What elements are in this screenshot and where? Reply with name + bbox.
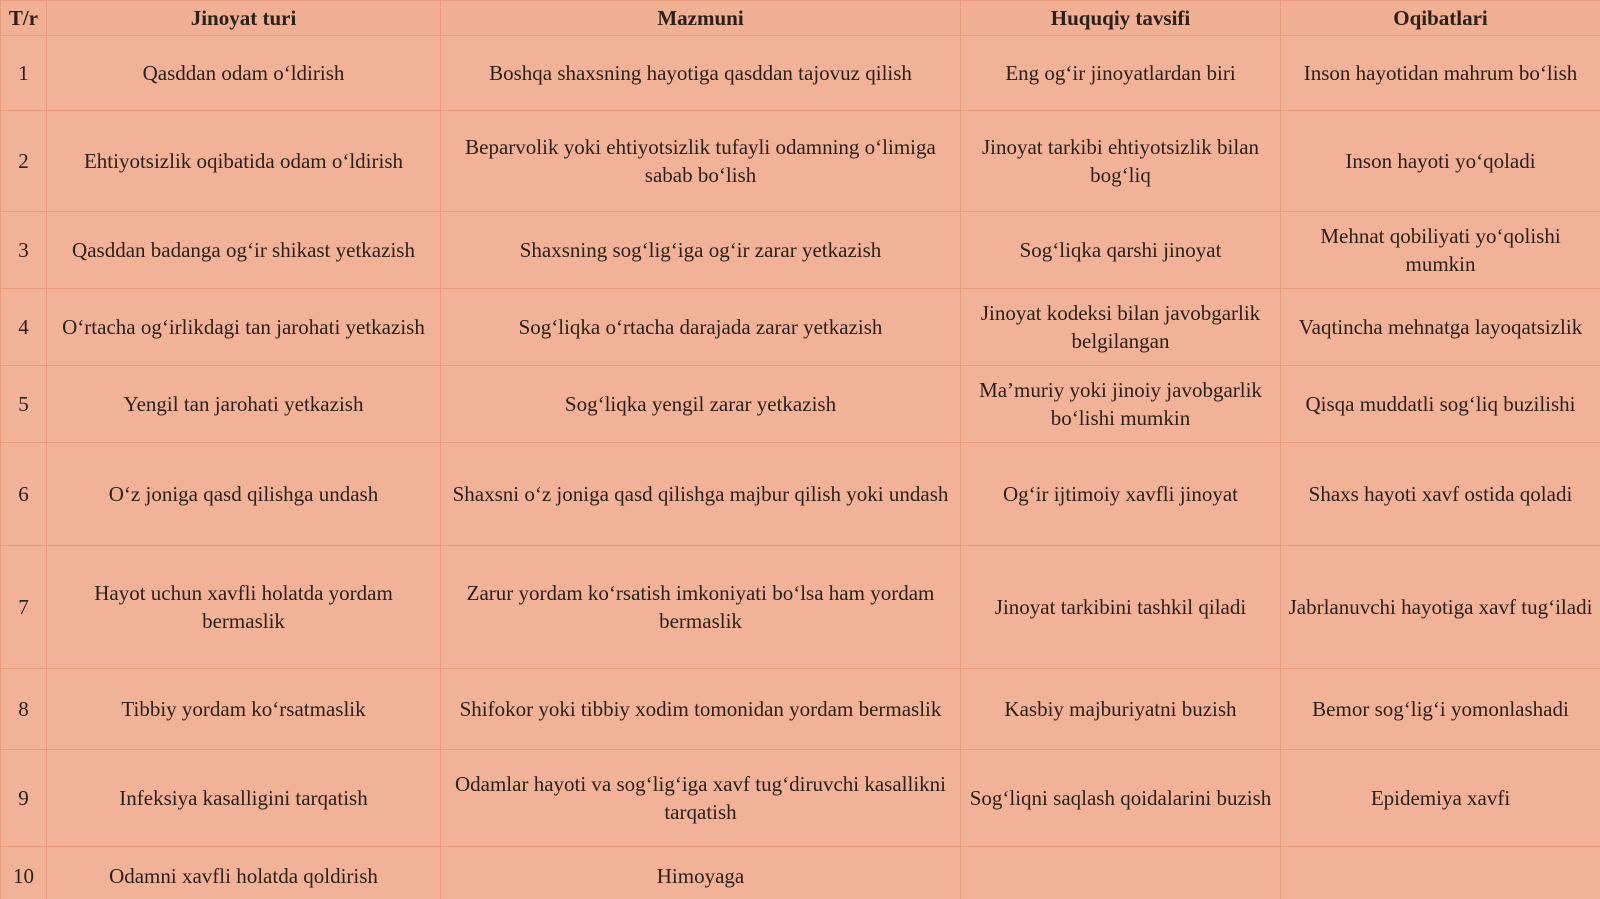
cell-consequences: Inson hayoti yo‘qoladi [1281, 111, 1600, 212]
cell-consequences: Vaqtincha mehnatga layoqatsizlik [1281, 289, 1600, 366]
cell-crime-type: Hayot uchun xavfli holatda yordam bermaslik [47, 546, 441, 669]
table-row [1, 443, 1600, 546]
cell-content: Zarur yordam ko‘rsatish imkoniyati bo‘lsa ham yordam bermaslik [441, 546, 961, 669]
header-crime-type: Jinoyat turi [47, 1, 441, 36]
cell-number: 5 [1, 366, 47, 443]
table-row [1, 111, 1600, 212]
cell-number: 10 [1, 847, 47, 899]
cell-number: 1 [1, 36, 47, 111]
cell-consequences [1281, 847, 1600, 899]
cell-crime-type: Yengil tan jarohati yetkazish [47, 366, 441, 443]
cell-number: 2 [1, 111, 47, 212]
cell-crime-type: Ehtiyotsizlik oqibatida odam o‘ldirish [47, 111, 441, 212]
cell-legal-description: Sog‘liqni saqlash qoidalarini buzish [961, 750, 1281, 847]
header-content: Mazmuni [441, 1, 961, 36]
cell-number: 9 [1, 750, 47, 847]
cell-legal-description: Kasbiy majburiyatni buzish [961, 669, 1281, 750]
cell-number: 7 [1, 546, 47, 669]
cell-number: 8 [1, 669, 47, 750]
cell-legal-description: Ma’muriy yoki jinoiy javobgarlik bo‘lishi mumkin [961, 366, 1281, 443]
cell-content: Sog‘liqka yengil zarar yetkazish [441, 366, 961, 443]
cell-consequences: Bemor sog‘lig‘i yomonlashadi [1281, 669, 1600, 750]
cell-crime-type: Qasddan odam o‘ldirish [47, 36, 441, 111]
table-row [1, 36, 1600, 111]
header-number: T/r [1, 1, 47, 36]
cell-consequences: Qisqa muddatli sog‘liq buzilishi [1281, 366, 1600, 443]
table-row [1, 212, 1600, 289]
cell-crime-type: Tibbiy yordam ko‘rsatmaslik [47, 669, 441, 750]
cell-crime-type: Qasddan badanga og‘ir shikast yetkazish [47, 212, 441, 289]
table-row [1, 289, 1600, 366]
table-row [1, 669, 1600, 750]
table-row [1, 847, 1600, 899]
cell-number: 6 [1, 443, 47, 546]
cell-consequences: Inson hayotidan mahrum bo‘lish [1281, 36, 1600, 111]
cell-content: Boshqa shaxsning hayotiga qasddan tajovuz qilish [441, 36, 961, 111]
cell-content: Shifokor yoki tibbiy xodim tomonidan yordam bermaslik [441, 669, 961, 750]
table-row [1, 546, 1600, 669]
cell-number: 4 [1, 289, 47, 366]
cell-legal-description: Sog‘liqka qarshi jinoyat [961, 212, 1281, 289]
cell-crime-type: Infeksiya kasalligini tarqatish [47, 750, 441, 847]
cell-legal-description: Jinoyat tarkibi ehtiyotsizlik bilan bog‘liq [961, 111, 1281, 212]
cell-legal-description: Eng og‘ir jinoyatlardan biri [961, 36, 1281, 111]
cell-legal-description [961, 847, 1281, 899]
cell-legal-description: Og‘ir ijtimoiy xavfli jinoyat [961, 443, 1281, 546]
cell-content: Sog‘liqka o‘rtacha darajada zarar yetkazish [441, 289, 961, 366]
cell-content: Beparvolik yoki ehtiyotsizlik tufayli odamning o‘limiga sabab bo‘lish [441, 111, 961, 212]
cell-consequences: Mehnat qobiliyati yo‘qolishi mumkin [1281, 212, 1600, 289]
cell-content: Odamlar hayoti va sog‘lig‘iga xavf tug‘diruvchi kasallikni tarqatish [441, 750, 961, 847]
cell-number: 3 [1, 212, 47, 289]
header-consequences: Oqibatlari [1281, 1, 1600, 36]
cell-consequences: Jabrlanuvchi hayotiga xavf tug‘iladi [1281, 546, 1600, 669]
table-row [1, 366, 1600, 443]
cell-content: Shaxsning sog‘lig‘iga og‘ir zarar yetkazish [441, 212, 961, 289]
cell-consequences: Shaxs hayoti xavf ostida qoladi [1281, 443, 1600, 546]
header-legal-description: Huquqiy tavsifi [961, 1, 1281, 36]
cell-legal-description: Jinoyat kodeksi bilan javobgarlik belgilangan [961, 289, 1281, 366]
cell-crime-type: O‘rtacha og‘irlikdagi tan jarohati yetkazish [47, 289, 441, 366]
table-row [1, 750, 1600, 847]
cell-content: Shaxsni o‘z joniga qasd qilishga majbur qilish yoki undash [441, 443, 961, 546]
cell-content: Himoyaga [441, 847, 961, 899]
cell-crime-type: O‘z joniga qasd qilishga undash [47, 443, 441, 546]
table-header-row [1, 1, 1600, 36]
cell-legal-description: Jinoyat tarkibini tashkil qiladi [961, 546, 1281, 669]
cell-consequences: Epidemiya xavfi [1281, 750, 1600, 847]
cell-crime-type: Odamni xavfli holatda qoldirish [47, 847, 441, 899]
